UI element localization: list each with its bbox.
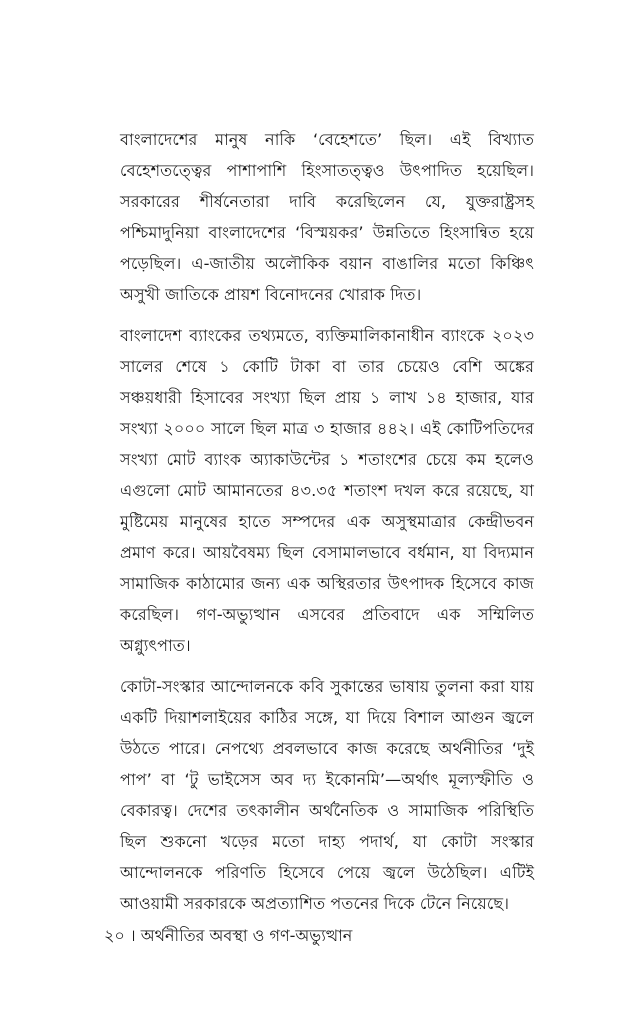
paragraph-1: বাংলাদেশের মানুষ নাকি ‘বেহেশতে’ ছিল। এই বিখ্যাত বেহেশতত্ত্বের পাশাপাশি হিংসাতত্ত্বও উৎপাদিত হয়েছিল। সরকারের শীর্ষনেতারা দাবি করেছিলেন যে, যুক্তরাষ্ট্রসহ পশ্চিমাদুনিয়া বাংলাদেশের ‘বিস্ময়কর’ উন্নতিতে হিংসান্বিত হয়ে পড়েছিল। এ-জাতীয় অলৌকিক বয়ান বাঙালির মতো কিঞ্চিৎ অসুখী জাতিকে প্রায়শ বিনোদনের খোরাক দিত।	[120, 130, 534, 304]
page-footer	[104, 924, 352, 948]
paragraph-2: বাংলাদেশ ব্যাংকের তথ্যমতে, ব্যক্তিমালিকানাধীন ব্যাংকে ২০২৩ সালের শেষে ১ কোটি টাকা বা তার চেয়েও বেশি অঙ্কের সঞ্চয়ধারী হিসাবের সংখ্যা ছিল প্রায় ১ লাখ ১৪ হাজার, যার সংখ্যা ২০০০ সালে ছিল মাত্র ৩ হাজার ৪৪২। এই কোটিপতিদের সংখ্যা মোট ব্যাংক অ্যাকাউন্টের ১ শতাংশের চেয়ে কম হলেও এগুলো মোট আমানতের ৪৩.৩৫ শতাংশ দখল করে রয়েছে, যা মুষ্টিমেয় মানুষের হাতে সম্পদের এক অসুস্থমাত্রার কেন্দ্রীভবন প্রমাণ করে। আয়বৈষম্য ছিল বেসামালভাবে বর্ধমান, যা বিদ্যমান সামাজিক কাঠামোর জন্য এক অস্থিরতার উৎপাদক হিসেবে কাজ করেছিল। গণ-অভ্যুত্থান এসবের প্রতিবাদে এক সম্মিলিত অগ্ন্যুৎপাত।	[120, 326, 534, 655]
paragraph-3: কোটা-সংস্কার আন্দোলনকে কবি সুকান্তের ভাষায় তুলনা করা যায় একটি দিয়াশলাইয়ের কাঠির সঙ্গে, যা দিয়ে বিশাল আগুন জ্বলে উঠতে পারে। নেপথ্যে প্রবলভাবে কাজ করেছে অর্থনীতির ‘দুই পাপ’ বা ‘টু ভাইসেস অব দ্য ইকোনমি’—অর্থাৎ মূল্যস্ফীতি ও বেকারত্ব। দেশের তৎকালীন অর্থনৈতিক ও সামাজিক পরিস্থিতি ছিল শুকনো খড়ের মতো দাহ্য পদার্থ, যা কোটা সংস্কার আন্দোলনকে পরিণতি হিসেবে পেয়ে জ্বলে উঠেছিল। এটিই আওয়ামী সরকারকে অপ্রত্যাশিত পতনের দিকে টেনে নিয়েছে।	[120, 677, 534, 913]
footer-separator: ।	[129, 926, 136, 945]
page-body	[120, 124, 534, 929]
page-number: ২০	[104, 926, 125, 945]
running-title: অর্থনীতির অবস্থা ও গণ-অভ্যুত্থান	[140, 926, 353, 945]
